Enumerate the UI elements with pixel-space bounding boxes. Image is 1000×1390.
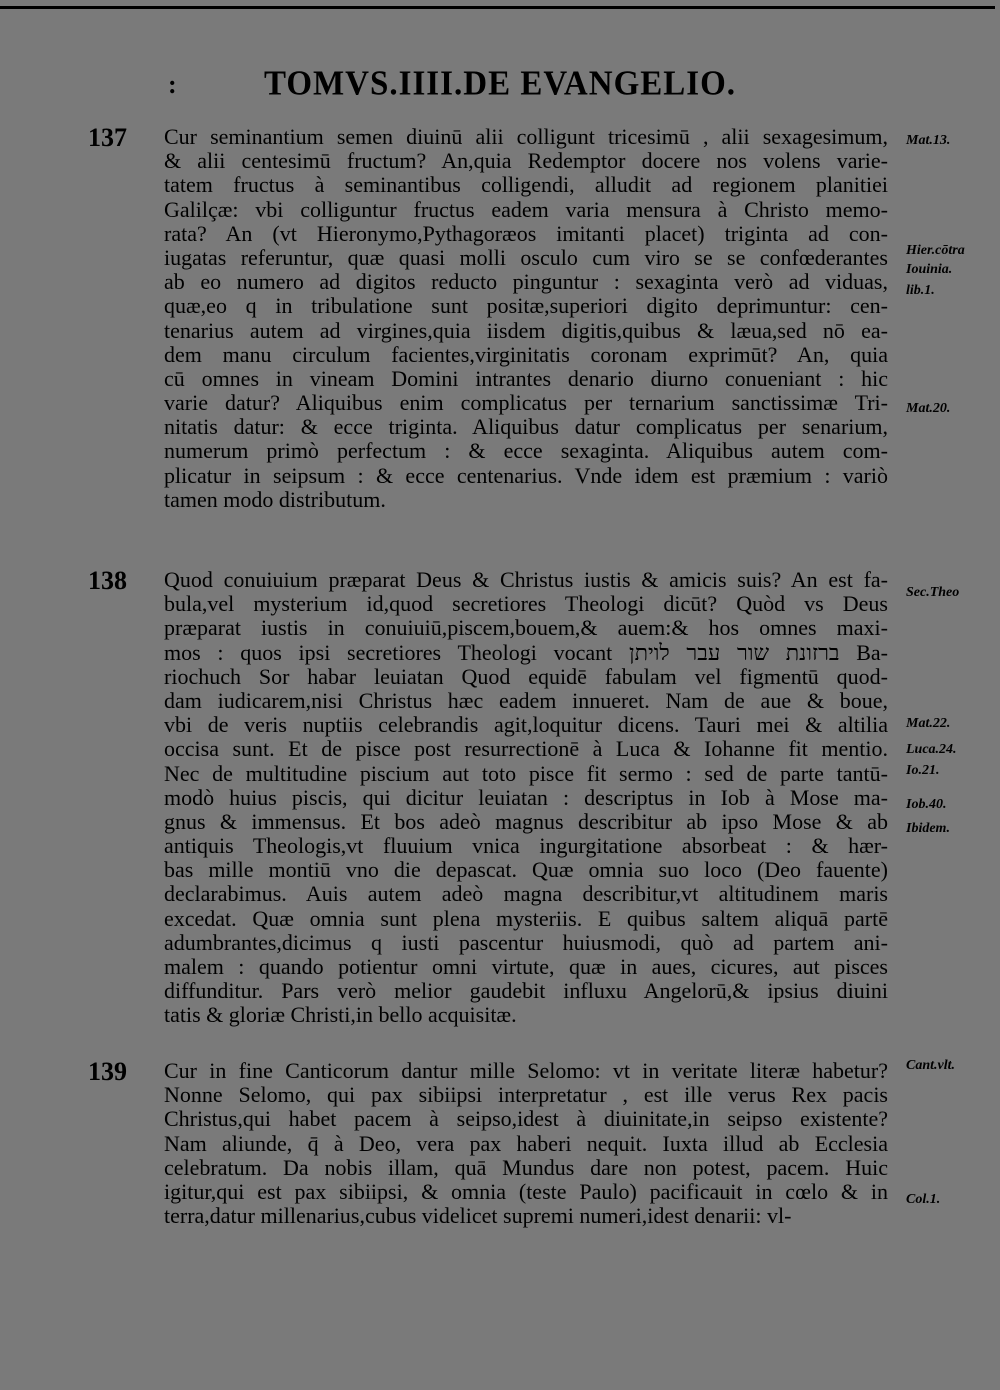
marginal-note: Mat.22. xyxy=(906,716,951,731)
text-line: diffunditur. Pars verò melior gaudebit influxu Angelorū,& ipsius diuini xyxy=(164,978,888,1004)
text-line: adumbrantes,dicimus q iusti pascentur huiusmodi, quò ad partem ani- xyxy=(164,929,888,955)
text-line: plicatur in seipsum : & ecce centenarius. Vnde idem est præmium : variò xyxy=(164,462,888,488)
marginal-note: Cant.vlt. xyxy=(906,1058,956,1073)
marginal-note: Mat.20. xyxy=(906,401,951,416)
text-line: rata? An (vt Hieronymo,Pythagoræos imitanti placet) triginta ad con- xyxy=(164,220,888,246)
text-line: Cur seminantium semen diuinū alii colligunt tricesimū , alii sexagesimum, xyxy=(164,124,888,149)
paragraph-number: 137 xyxy=(88,123,127,152)
text-line: Nec de multitudine piscium aut toto pisce fit sermo : sed de parte tantū- xyxy=(164,760,888,786)
text-line: declarabimus. Auis autem adeò magna describitur,vt altitudinem maris xyxy=(164,881,888,907)
text-line: mos : quos ipsi secretiores Theologi vocant ברזונת שור עבר לויתן Ba- xyxy=(164,639,889,665)
marginal-note: Hier.cōtra xyxy=(906,243,965,258)
running-head: TOMVS.IIII.DE EVANGELIO. xyxy=(263,65,737,103)
text-line: celebratum. Da nobis illam, quā Mundus dare non potest, pacem. Huic xyxy=(164,1154,888,1180)
text-line: occisa sunt. Et de pisce post resurrectionē à Luca & Iohanne fit mentio. xyxy=(164,736,888,762)
top-rule xyxy=(0,6,995,9)
text-line: igitur,qui est pax sibiipsi, & omnia (teste Paulo) pacificauit in cœlo & in xyxy=(164,1178,888,1204)
text-line: riochuch Sor habar leuiatan Quod equidē fabulam vel figmentū quod- xyxy=(164,663,888,689)
text-line: terra,datur millenarius,cubus videlicet supremi numeri,idest denarii: vl- xyxy=(164,1203,792,1229)
marginal-note: Ibidem. xyxy=(906,821,950,836)
text-line: iugatas referuntur, quæ quasi molli osculo cum viro se se confœderantes xyxy=(164,244,888,270)
text-line: nitatis datur: & ecce triginta. Aliquibus datur complicatus per senarium, xyxy=(164,414,888,440)
text-line: ab eo numero ad digitos reducto pinguntur : sexaginta verò ad viduas, xyxy=(164,269,888,295)
text-line: tatem fructus à seminantibus colligendi, alludit ad regionem planitiei xyxy=(164,172,888,198)
paragraph-137 xyxy=(86,125,888,512)
text-line: quæ,eo q in tribulatione sunt positæ,superiori digito deprimuntur: cen- xyxy=(164,293,888,319)
text-line: varie datur? Aliquibus enim complicatus per ternarium sanctissimæ Tri- xyxy=(164,390,888,416)
text-line: Cur in fine Canticorum dantur mille Selomo: vt in veritate literæ habetur? xyxy=(164,1058,888,1083)
text-line: bas mille montiū vno die depascat. Quæ omnia suo loco (Deo fauente) xyxy=(164,857,888,883)
paragraph-number: 139 xyxy=(88,1057,127,1086)
text-line: dam iudicarem,nisi Christus hæc eadem innueret. Nam de aue & boue, xyxy=(164,687,888,713)
text-line: gnus & immensus. Et bos adeò magnus describitur ab ipso Mose & ab xyxy=(164,808,888,834)
margin-dot-mark: : xyxy=(168,70,177,99)
text-line: dem manu circulum facientes,virginitatis coronam exprimūt? An, quia xyxy=(164,341,888,367)
text-line: tenarius autem ad virgines,quia iisdem digitis,quibus & læua,sed nō ea- xyxy=(164,317,888,343)
text-line: præparat iustis in conuiuiū,piscem,bouem,& auem:& hos omnes maxi- xyxy=(164,615,888,641)
marginal-note: Sec.Theo xyxy=(906,585,960,600)
marginal-note: Col.1. xyxy=(906,1192,941,1207)
marginal-note: Iob.40. xyxy=(906,797,947,812)
text-line: Christus,qui habet pacem à seipso,idest à diuinitate,in seipso existente? xyxy=(164,1106,888,1132)
text-line: bula,vel mysterium id,quod secretiores Theologi dicūt? Quòd vs Deus xyxy=(164,591,888,617)
paragraph-number: 138 xyxy=(88,566,127,595)
text-line: Nam aliunde, q̄ à Deo, vera pax haberi nequit. Iuxta illud ab Ecclesia xyxy=(164,1130,888,1156)
paragraph-139 xyxy=(86,1059,888,1228)
text-line: excedat. Quæ omnia sunt plena mysteriis. E quibus saltem aliquā partē xyxy=(164,905,888,931)
text-line: Quod conuiuium præparat Deus & Christus iustis & amicis suis? An est fa- xyxy=(164,567,888,592)
text-line: malem : quando potientur omni virtute, quæ in aues, cicures, aut pisces xyxy=(164,954,888,979)
text-line: antiquis Theologis,vt fluuium vnica ingurgitatione absorbeat : & hær- xyxy=(164,833,888,859)
text-line: numerum primò perfectum : & ecce sexaginta. Aliquibus autem com- xyxy=(164,438,888,464)
text-line: tatis & gloriæ Christi,in bello acquisitæ. xyxy=(164,1002,517,1028)
marginal-note: Io.21. xyxy=(906,763,940,778)
text-line: Nonne Selomo, qui pax sibiipsi interpretatur , est ille verus Rex pacis xyxy=(164,1082,888,1108)
marginal-note: Luca.24. xyxy=(906,742,957,757)
text-line: modò huius piscis, qui dicitur leuiatan : descriptus in Iob à Mose ma- xyxy=(164,784,888,810)
text-line: Galilçæ: vbi colliguntur fructus eadem varia mensura à Christo memo- xyxy=(164,196,888,222)
text-line: cū omnes in vineam Domini intrantes denario diurno conueniant : hic xyxy=(164,365,888,391)
marginal-note: Mat.13. xyxy=(906,133,951,148)
text-line: tamen modo distributum. xyxy=(164,486,386,512)
paragraph-138 xyxy=(86,568,888,1028)
text-line: vbi de veris nuptiis celebrandis agit,loquitur dicens. Tauri mei & altilia xyxy=(164,712,888,738)
marginal-note: lib.1. xyxy=(906,283,935,298)
marginal-note: Iouinia. xyxy=(906,262,953,277)
text-line: & alii centesimū fructum? An,quia Redemptor docere nos volens varie- xyxy=(164,148,888,174)
